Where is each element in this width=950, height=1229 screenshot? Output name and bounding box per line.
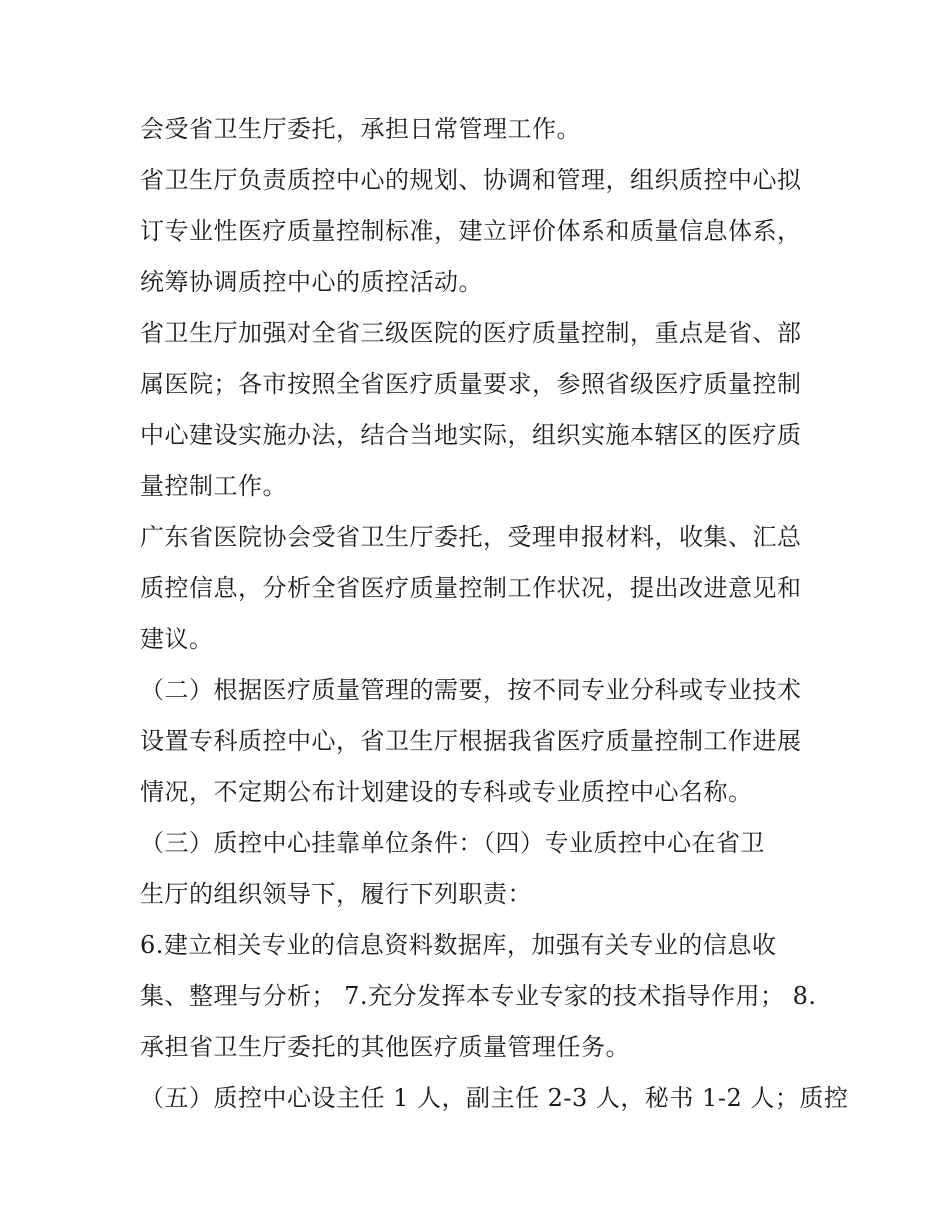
text-line: 集、整理与分析； 7.充分发挥本专业专家的技术指导作用； 8. <box>140 982 817 1010</box>
text-line: 订专业性医疗质量控制标准，建立评价体系和质量信息体系， <box>140 217 802 245</box>
text-line: 建议。 <box>140 625 214 653</box>
text-line: 统筹协调质控中心的质控活动。 <box>140 268 483 296</box>
text-line: 6.建立相关专业的信息资料数据库，加强有关专业的信息收 <box>140 931 777 959</box>
text-line: 属医院；各市按照全省医疗质量要求，参照省级医疗质量控制 <box>140 370 802 398</box>
text-line: 生厅的组织领导下，履行下列职责： <box>140 880 532 908</box>
text-line: 量控制工作。 <box>140 472 287 500</box>
text-line: （二）根据医疗质量管理的需要，按不同专业分科或专业技术 <box>140 676 802 704</box>
text-line: 省卫生厅负责质控中心的规划、协调和管理，组织质控中心拟 <box>140 166 802 194</box>
text-line: （五）质控中心设主任 1 人，副主任 2-3 人，秘书 1-2 人；质控 <box>140 1084 849 1112</box>
text-line: 中心建设实施办法，结合当地实际，组织实施本辖区的医疗质 <box>140 421 802 449</box>
text-line: 设置专科质控中心，省卫生厅根据我省医疗质量控制工作进展 <box>140 727 802 755</box>
text-line: 会受省卫生厅委托，承担日常管理工作。 <box>140 115 581 143</box>
text-line: 质控信息，分析全省医疗质量控制工作状况，提出改进意见和 <box>140 574 802 602</box>
text-line: 广东省医院协会受省卫生厅委托，受理申报材料，收集、汇总 <box>140 523 802 551</box>
document-body <box>140 104 849 1124</box>
text-line: （三）质控中心挂靠单位条件：（四）专业质控中心在省卫 <box>140 829 765 857</box>
text-line: 情况，不定期公布计划建设的专科或专业质控中心名称。 <box>140 778 753 806</box>
text-line: 承担省卫生厅委托的其他医疗质量管理任务。 <box>140 1033 630 1061</box>
text-line: 省卫生厅加强对全省三级医院的医疗质量控制，重点是省、部 <box>140 319 802 347</box>
